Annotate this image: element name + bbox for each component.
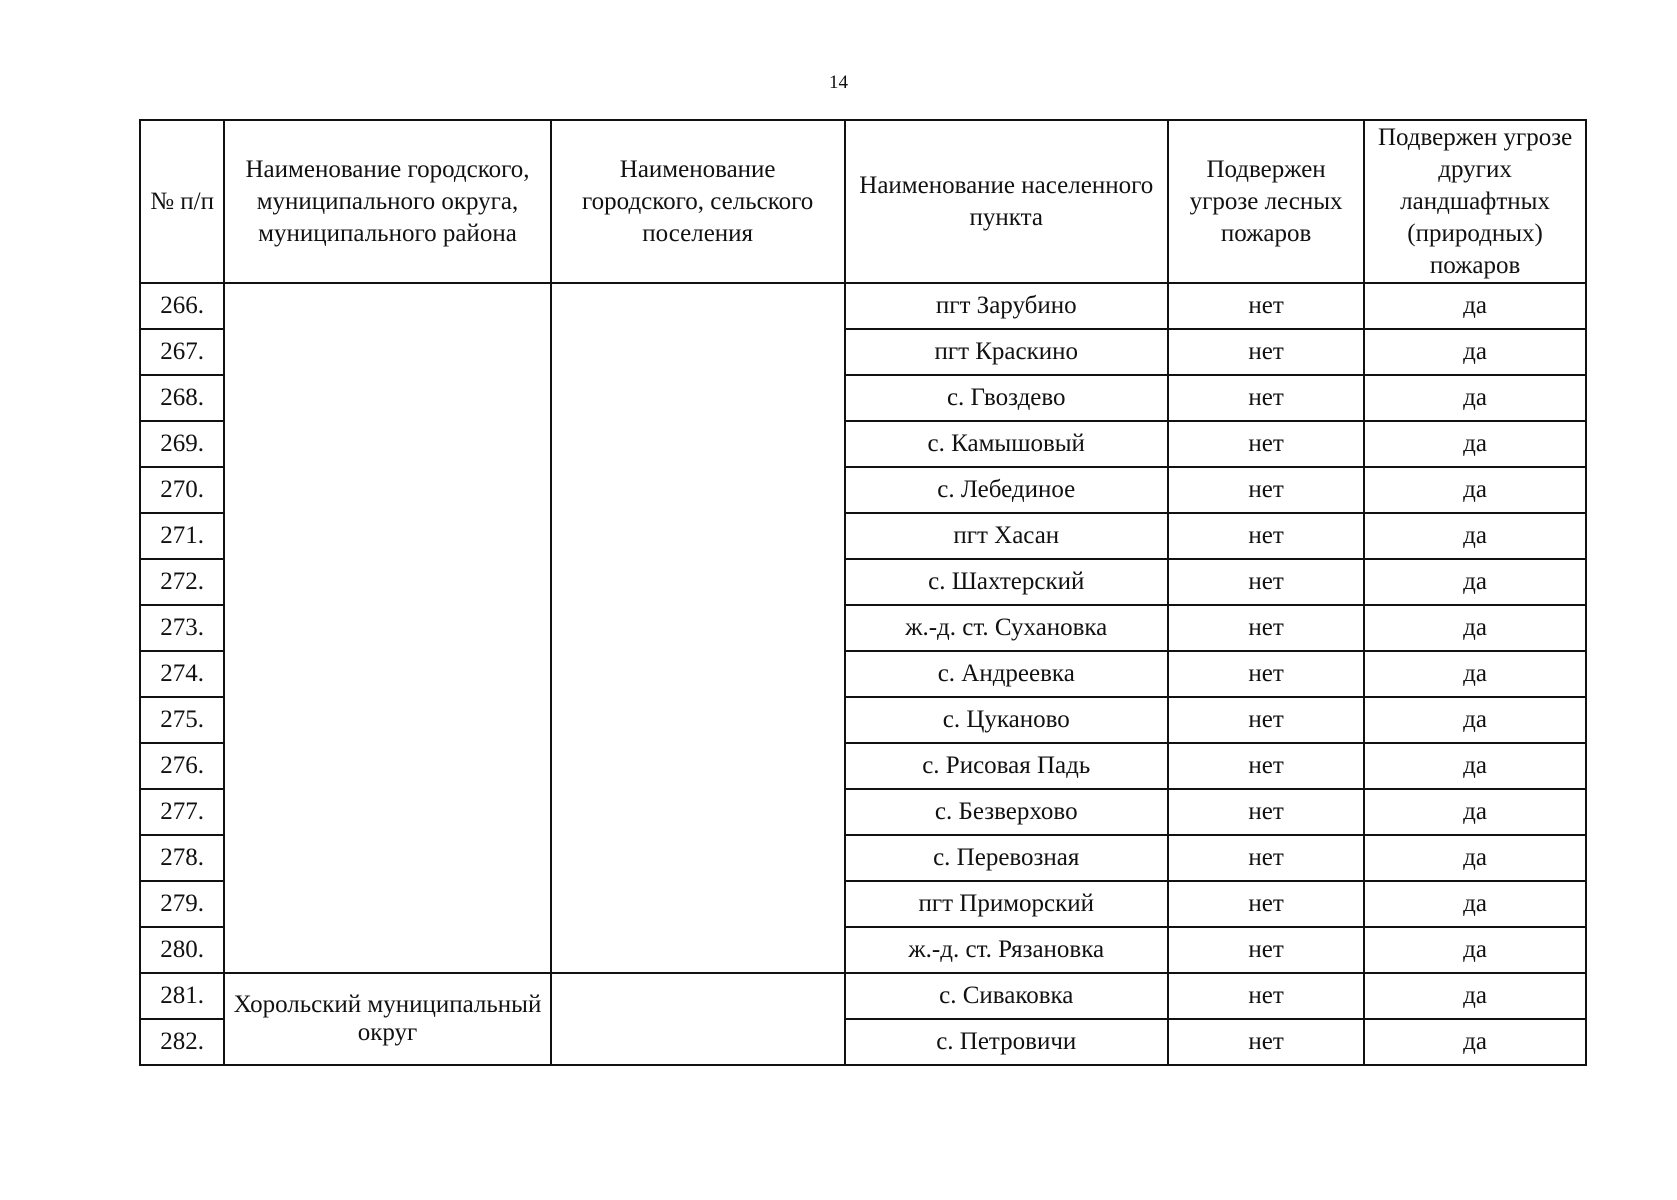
row-number: 266. <box>140 283 224 329</box>
settlement-name: с. Камышовый <box>845 421 1169 467</box>
settlement-group-cell <box>551 973 845 1065</box>
forest-fire-threat: нет <box>1168 651 1364 697</box>
district-cell <box>224 283 551 973</box>
row-number: 274. <box>140 651 224 697</box>
landscape-fire-threat: да <box>1364 605 1586 651</box>
forest-fire-threat: нет <box>1168 973 1364 1019</box>
header-district: Наименование городского, муниципального округа, муниципального района <box>224 120 551 283</box>
row-number: 282. <box>140 1019 224 1065</box>
settlement-name: с. Гвоздево <box>845 375 1169 421</box>
landscape-fire-threat: да <box>1364 743 1586 789</box>
settlement-name: с. Безверхово <box>845 789 1169 835</box>
row-number: 271. <box>140 513 224 559</box>
row-number: 279. <box>140 881 224 927</box>
settlement-group-cell <box>551 283 845 973</box>
landscape-fire-threat: да <box>1364 835 1586 881</box>
forest-fire-threat: нет <box>1168 605 1364 651</box>
settlement-name: с. Перевозная <box>845 835 1169 881</box>
forest-fire-threat: нет <box>1168 283 1364 329</box>
header-landscape-fire-threat: Подвержен угрозе других ландшафтных (природных) пожаров <box>1364 120 1586 283</box>
forest-fire-threat: нет <box>1168 835 1364 881</box>
row-number: 267. <box>140 329 224 375</box>
forest-fire-threat: нет <box>1168 881 1364 927</box>
landscape-fire-threat: да <box>1364 1019 1586 1065</box>
forest-fire-threat: нет <box>1168 513 1364 559</box>
settlement-name: пгт Хасан <box>845 513 1169 559</box>
header-settlement: Наименование населенного пункта <box>845 120 1169 283</box>
landscape-fire-threat: да <box>1364 559 1586 605</box>
header-settlement-group: Наименование городского, сельского поселения <box>551 120 845 283</box>
header-forest-fire-threat: Подвержен угрозе лесных пожаров <box>1168 120 1364 283</box>
row-number: 275. <box>140 697 224 743</box>
landscape-fire-threat: да <box>1364 697 1586 743</box>
landscape-fire-threat: да <box>1364 375 1586 421</box>
forest-fire-threat: нет <box>1168 927 1364 973</box>
settlement-name: с. Андреевка <box>845 651 1169 697</box>
settlement-name: с. Сиваковка <box>845 973 1169 1019</box>
landscape-fire-threat: да <box>1364 421 1586 467</box>
forest-fire-threat: нет <box>1168 697 1364 743</box>
settlements-table <box>139 119 1587 1066</box>
landscape-fire-threat: да <box>1364 467 1586 513</box>
forest-fire-threat: нет <box>1168 467 1364 513</box>
landscape-fire-threat: да <box>1364 651 1586 697</box>
row-number: 270. <box>140 467 224 513</box>
table-row <box>140 973 1586 1019</box>
row-number: 269. <box>140 421 224 467</box>
page-number: 14 <box>829 72 848 93</box>
landscape-fire-threat: да <box>1364 789 1586 835</box>
table-header-row <box>140 120 1586 283</box>
landscape-fire-threat: да <box>1364 283 1586 329</box>
landscape-fire-threat: да <box>1364 881 1586 927</box>
row-number: 281. <box>140 973 224 1019</box>
settlement-name: ж.-д. ст. Сухановка <box>845 605 1169 651</box>
row-number: 277. <box>140 789 224 835</box>
settlement-name: с. Петровичи <box>845 1019 1169 1065</box>
settlement-name: с. Цуканово <box>845 697 1169 743</box>
forest-fire-threat: нет <box>1168 559 1364 605</box>
row-number: 280. <box>140 927 224 973</box>
table-row <box>140 283 1586 329</box>
table-body <box>140 283 1586 1065</box>
settlement-name: с. Шахтерский <box>845 559 1169 605</box>
row-number: 272. <box>140 559 224 605</box>
header-number: № п/п <box>140 120 224 283</box>
settlement-name: пгт Приморский <box>845 881 1169 927</box>
forest-fire-threat: нет <box>1168 1019 1364 1065</box>
row-number: 278. <box>140 835 224 881</box>
settlement-name: пгт Краскино <box>845 329 1169 375</box>
row-number: 276. <box>140 743 224 789</box>
forest-fire-threat: нет <box>1168 375 1364 421</box>
landscape-fire-threat: да <box>1364 329 1586 375</box>
forest-fire-threat: нет <box>1168 743 1364 789</box>
landscape-fire-threat: да <box>1364 927 1586 973</box>
settlement-name: ж.-д. ст. Рязановка <box>845 927 1169 973</box>
landscape-fire-threat: да <box>1364 973 1586 1019</box>
row-number: 268. <box>140 375 224 421</box>
district-cell: Хорольский муниципальный округ <box>224 973 551 1065</box>
settlement-name: с. Рисовая Падь <box>845 743 1169 789</box>
forest-fire-threat: нет <box>1168 421 1364 467</box>
forest-fire-threat: нет <box>1168 789 1364 835</box>
forest-fire-threat: нет <box>1168 329 1364 375</box>
settlement-name: с. Лебединое <box>845 467 1169 513</box>
landscape-fire-threat: да <box>1364 513 1586 559</box>
settlement-name: пгт Зарубино <box>845 283 1169 329</box>
row-number: 273. <box>140 605 224 651</box>
